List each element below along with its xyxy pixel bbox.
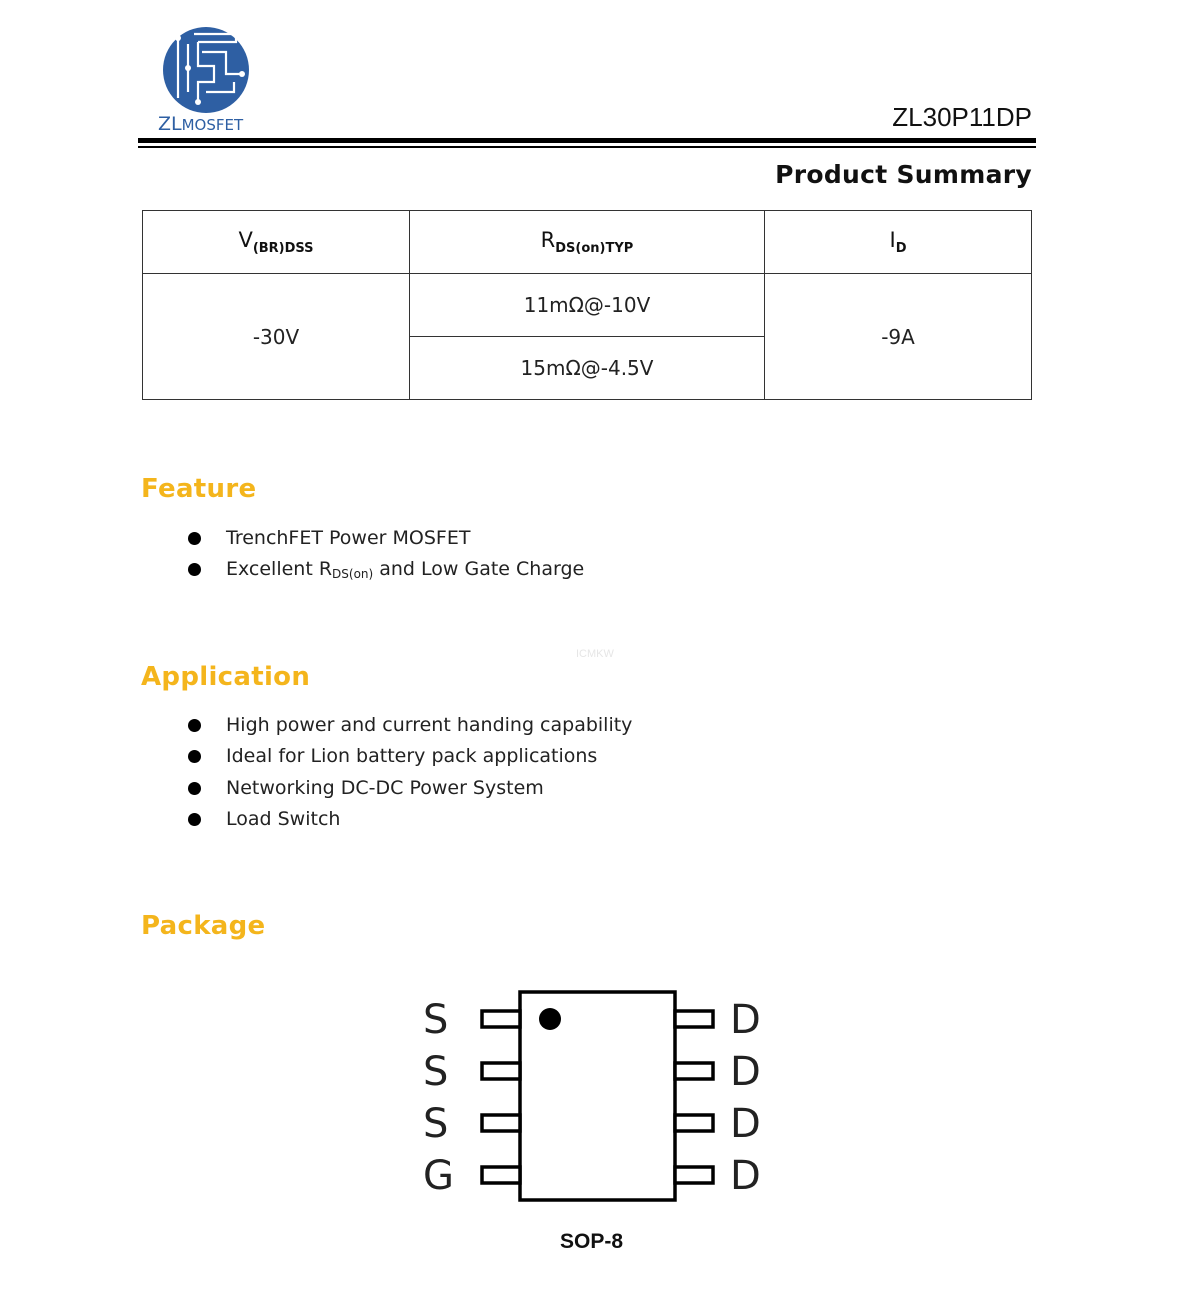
header-rdson: $R_{DS(on)TYP}$ — [410, 211, 765, 274]
pin-lead — [482, 1011, 520, 1027]
cell-vbrdss: -30V — [143, 274, 410, 400]
product-summary-table — [142, 210, 1032, 400]
pin-lead — [675, 1115, 713, 1131]
cell-rdson-10v: 11mΩ@-10V — [410, 274, 765, 337]
bullet-icon — [188, 813, 201, 826]
application-list — [186, 710, 632, 835]
pin-label-left: S — [423, 1101, 449, 1147]
product-summary-title: Product Summary — [775, 160, 1032, 189]
header-id: $I_D$ — [765, 211, 1032, 274]
list-item: Ideal for Lion battery pack applications — [186, 741, 632, 772]
logo-text-sub: MOSFET — [181, 116, 244, 134]
bullet-icon — [188, 563, 201, 576]
list-item: Load Switch — [186, 804, 632, 835]
pin-label-left: G — [423, 1153, 454, 1199]
pin-label-right: D — [730, 1101, 761, 1147]
package-title: Package — [141, 911, 266, 941]
pin-lead — [482, 1115, 520, 1131]
pin-label-right: D — [730, 1153, 761, 1199]
list-item: TrenchFET Power MOSFET — [186, 523, 584, 554]
list-item: Networking DC-DC Power System — [186, 773, 632, 804]
pin-lead — [675, 1011, 713, 1027]
application-title: Application — [141, 662, 311, 692]
list-item: High power and current handing capability — [186, 710, 632, 741]
watermark: ICMKW — [576, 648, 614, 660]
pin-lead — [482, 1167, 520, 1183]
logo-text-main: ZL — [158, 113, 182, 135]
pin-lead — [675, 1167, 713, 1183]
cell-id: -9A — [765, 274, 1032, 400]
cell-rdson-4v5: 15mΩ@-4.5V — [410, 337, 765, 400]
pin-label-right: D — [730, 997, 761, 1043]
pin-label-right: D — [730, 1049, 761, 1095]
header-vbrdss: $V_{(BR)DSS}$ — [143, 211, 410, 274]
feature-list — [186, 523, 584, 586]
part-number: ZL30P11DP — [892, 102, 1032, 132]
header-divider-thick — [138, 138, 1036, 143]
pin-lead — [675, 1063, 713, 1079]
bullet-icon — [188, 532, 201, 545]
table-row — [143, 274, 1032, 337]
pin-label-left: S — [423, 1049, 449, 1095]
pin-lead — [482, 1063, 520, 1079]
bullet-icon — [188, 782, 201, 795]
pin-label-left: S — [423, 997, 449, 1043]
logo-wordmark — [158, 113, 243, 135]
pin1-dot-icon — [539, 1008, 561, 1030]
header-divider-thin — [138, 146, 1036, 148]
feature-title: Feature — [141, 474, 257, 504]
table-header-row — [143, 211, 1032, 274]
sop8-package-diagram — [410, 985, 770, 1215]
package-caption: SOP-8 — [560, 1230, 624, 1253]
list-item: Excellent $R_{DS(on)}$ and Low Gate Charge — [186, 554, 584, 585]
bullet-icon — [188, 750, 201, 763]
bullet-icon — [188, 719, 201, 732]
